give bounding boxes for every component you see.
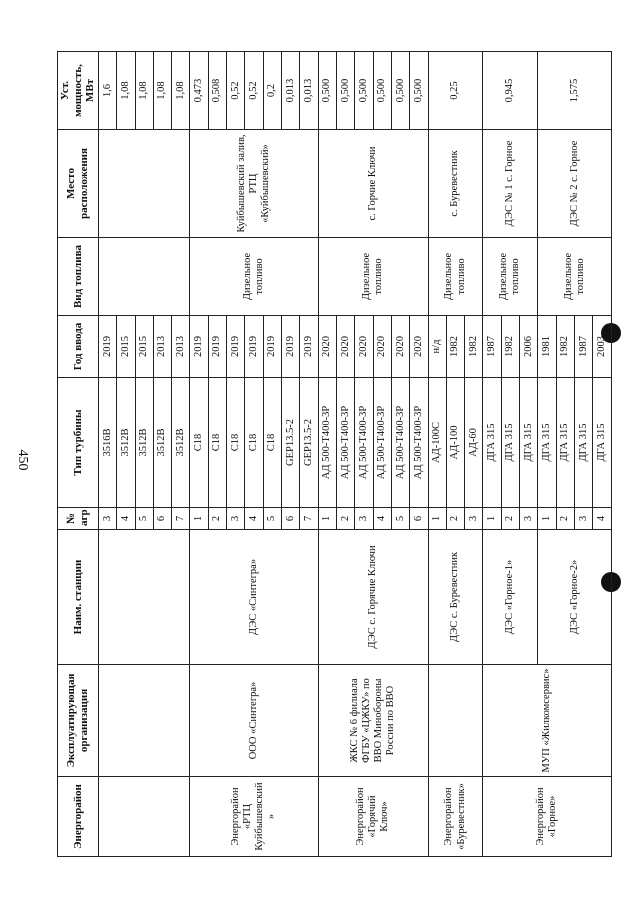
fuel-cell: Дизельное топливо xyxy=(483,238,538,316)
capacity-cell: 0,508 xyxy=(208,52,226,130)
fuel-cell: Дизельное топливо xyxy=(190,238,318,316)
fuel-cell: Дизельное топливо xyxy=(538,238,612,316)
capacity-cell: 0,945 xyxy=(483,52,538,130)
year-cell: 1981 xyxy=(538,316,556,378)
table-row xyxy=(98,52,116,857)
unit-cell: 2 xyxy=(501,508,519,530)
year-cell: 2020 xyxy=(336,316,354,378)
turbine-cell: 3512B xyxy=(135,378,153,508)
unit-cell: 4 xyxy=(117,508,135,530)
unit-cell: 7 xyxy=(300,508,318,530)
capacity-cell: 0,2 xyxy=(263,52,281,130)
unit-cell: 3 xyxy=(465,508,483,530)
capacity-cell: 1,575 xyxy=(538,52,612,130)
turbine-cell: 3512B xyxy=(153,378,171,508)
year-cell: 2020 xyxy=(318,316,336,378)
location-cell: с. Горчие Ключи xyxy=(318,130,428,238)
year-cell: 2020 xyxy=(410,316,428,378)
unit-cell: 2 xyxy=(208,508,226,530)
turbine-cell: C18 xyxy=(263,378,281,508)
turbine-cell: C18 xyxy=(208,378,226,508)
unit-cell: 3 xyxy=(520,508,538,530)
year-cell: 1987 xyxy=(483,316,501,378)
year-cell: 2019 xyxy=(190,316,208,378)
year-cell: 2015 xyxy=(117,316,135,378)
header-capacity: Уст. мощность, МВт xyxy=(58,52,99,130)
year-cell: 2019 xyxy=(263,316,281,378)
turbine-cell: GEP13.5-2 xyxy=(282,378,300,508)
year-cell: 2019 xyxy=(227,316,245,378)
header-operator: Эксплуатирующая организация xyxy=(58,665,99,777)
capacity-cell: 0,500 xyxy=(373,52,391,130)
year-cell: 2013 xyxy=(153,316,171,378)
capacity-cell: 1,08 xyxy=(153,52,171,130)
unit-cell: 5 xyxy=(263,508,281,530)
unit-cell: 1 xyxy=(428,508,446,530)
turbine-cell: ДГА 315 xyxy=(501,378,519,508)
year-cell: 2020 xyxy=(355,316,373,378)
table-header-row xyxy=(58,52,99,857)
year-cell: 2020 xyxy=(391,316,409,378)
capacity-cell: 0,013 xyxy=(300,52,318,130)
year-cell: 2019 xyxy=(98,316,116,378)
fuel-cell: Дизельное топливо xyxy=(318,238,428,316)
unit-cell: 2 xyxy=(336,508,354,530)
station-cell-empty xyxy=(98,530,190,665)
turbine-cell: ДГА 315 xyxy=(538,378,556,508)
rotated-table-wrapper xyxy=(57,52,612,857)
region-cell: Энергорайон «Буревестник» xyxy=(428,777,483,857)
operator-cell-empty xyxy=(98,665,190,777)
header-region: Энергорайон xyxy=(58,777,99,857)
turbine-cell: ДГА 315 xyxy=(520,378,538,508)
turbine-cell: АД-60 xyxy=(465,378,483,508)
unit-cell: 3 xyxy=(227,508,245,530)
header-unit-no: № агр xyxy=(58,508,99,530)
table-row xyxy=(318,52,336,857)
turbine-cell: GEP13.5-2 xyxy=(300,378,318,508)
capacity-cell: 1,08 xyxy=(135,52,153,130)
unit-cell: 5 xyxy=(391,508,409,530)
unit-cell: 5 xyxy=(135,508,153,530)
turbine-cell: C18 xyxy=(245,378,263,508)
station-cell: ДЭС с. Буревестник xyxy=(428,530,483,665)
location-cell-empty xyxy=(98,130,190,238)
capacity-cell: 0,500 xyxy=(410,52,428,130)
capacity-cell: 0,500 xyxy=(355,52,373,130)
year-cell: 2020 xyxy=(373,316,391,378)
operator-cell: ООО «Синтегра» xyxy=(190,665,318,777)
location-cell: Куйбышевский залив, РТЦ «Куйбышевский» xyxy=(190,130,318,238)
region-cell-empty xyxy=(98,777,190,857)
unit-cell: 1 xyxy=(483,508,501,530)
unit-cell: 4 xyxy=(593,508,612,530)
station-cell: ДЭС «Горное-2» xyxy=(538,530,612,665)
location-cell: ДЭС № 1 с. Горное xyxy=(483,130,538,238)
fuel-cell-empty xyxy=(98,238,190,316)
header-turbine: Тип турбины xyxy=(58,378,99,508)
year-cell: 2019 xyxy=(245,316,263,378)
year-cell: 2015 xyxy=(135,316,153,378)
header-station: Наим. станции xyxy=(58,530,99,665)
location-cell: ДЭС № 2 с. Горное xyxy=(538,130,612,238)
unit-cell: 3 xyxy=(355,508,373,530)
page-number: 450 xyxy=(15,449,30,471)
turbine-cell: ДГА 315 xyxy=(593,378,612,508)
fuel-cell: Дизельное топливо xyxy=(428,238,483,316)
capacity-cell: 0,25 xyxy=(428,52,483,130)
turbine-cell: АД-100С xyxy=(428,378,446,508)
turbine-cell: 3512B xyxy=(117,378,135,508)
turbine-cell: АД 500-Т400-3Р xyxy=(410,378,428,508)
turbine-cell: АД 500-Т400-3Р xyxy=(318,378,336,508)
unit-cell: 6 xyxy=(153,508,171,530)
power-stations-table xyxy=(57,51,612,857)
location-cell: с. Буревестник xyxy=(428,130,483,238)
table-row xyxy=(190,52,208,857)
unit-cell: 2 xyxy=(556,508,574,530)
turbine-cell: 3512B xyxy=(172,378,190,508)
turbine-cell: АД 500-Т400-3Р xyxy=(355,378,373,508)
unit-cell: 2 xyxy=(446,508,464,530)
year-cell: н/д xyxy=(428,316,446,378)
year-cell: 2019 xyxy=(208,316,226,378)
operator-cell-empty xyxy=(428,665,483,777)
unit-cell: 6 xyxy=(410,508,428,530)
header-year: Год ввода xyxy=(58,316,99,378)
year-cell: 2003 xyxy=(593,316,612,378)
turbine-cell: ДГА 315 xyxy=(556,378,574,508)
header-fuel: Вид топлива xyxy=(58,238,99,316)
unit-cell: 4 xyxy=(373,508,391,530)
capacity-cell: 0,52 xyxy=(227,52,245,130)
table-row xyxy=(483,52,501,857)
year-cell: 1982 xyxy=(446,316,464,378)
capacity-cell: 1,08 xyxy=(117,52,135,130)
unit-cell: 7 xyxy=(172,508,190,530)
year-cell: 1982 xyxy=(465,316,483,378)
unit-cell: 1 xyxy=(190,508,208,530)
turbine-cell: АД-100 xyxy=(446,378,464,508)
unit-cell: 4 xyxy=(245,508,263,530)
capacity-cell: 0,013 xyxy=(282,52,300,130)
unit-cell: 6 xyxy=(282,508,300,530)
year-cell: 2013 xyxy=(172,316,190,378)
table-row xyxy=(428,52,446,857)
operator-cell: МУП «Жилкомсервис» xyxy=(483,665,612,777)
turbine-cell: C18 xyxy=(227,378,245,508)
turbine-cell: ДГА 315 xyxy=(575,378,593,508)
unit-cell: 1 xyxy=(318,508,336,530)
year-cell: 2006 xyxy=(520,316,538,378)
turbine-cell: ДГА 315 xyxy=(483,378,501,508)
year-cell: 1982 xyxy=(556,316,574,378)
region-cell: Энергорайон «РТЦ Куйбышевский » xyxy=(190,777,318,857)
turbine-cell: АД 500-Т400-3Р xyxy=(373,378,391,508)
turbine-cell: АД 500-Т400-3Р xyxy=(391,378,409,508)
year-cell: 1987 xyxy=(575,316,593,378)
unit-cell: 1 xyxy=(538,508,556,530)
station-cell: ДЭС «Горное-1» xyxy=(483,530,538,665)
turbine-cell: C18 xyxy=(190,378,208,508)
unit-cell: 3 xyxy=(98,508,116,530)
operator-cell: ЖКС № 6 филиала ФГБУ «ЦЖКУ» по ВВО Минобороны России по ВВО xyxy=(318,665,428,777)
year-cell: 2019 xyxy=(282,316,300,378)
turbine-cell: 3516B xyxy=(98,378,116,508)
turbine-cell: АД 500-Т400-3Р xyxy=(336,378,354,508)
capacity-cell: 0,500 xyxy=(336,52,354,130)
capacity-cell: 1,6 xyxy=(98,52,116,130)
station-cell: ДЭС «Синтегра» xyxy=(190,530,318,665)
unit-cell: 3 xyxy=(575,508,593,530)
capacity-cell: 1,08 xyxy=(172,52,190,130)
capacity-cell: 0,500 xyxy=(318,52,336,130)
capacity-cell: 0,500 xyxy=(391,52,409,130)
year-cell: 2019 xyxy=(300,316,318,378)
station-cell: ДЭС с. Горячие Ключи xyxy=(318,530,428,665)
year-cell: 1982 xyxy=(501,316,519,378)
header-location: Место расположения xyxy=(58,130,99,238)
capacity-cell: 0,52 xyxy=(245,52,263,130)
region-cell: Энергорайон «Горячий Ключ» xyxy=(318,777,428,857)
region-cell: Энергорайон «Горное» xyxy=(483,777,612,857)
capacity-cell: 0,473 xyxy=(190,52,208,130)
